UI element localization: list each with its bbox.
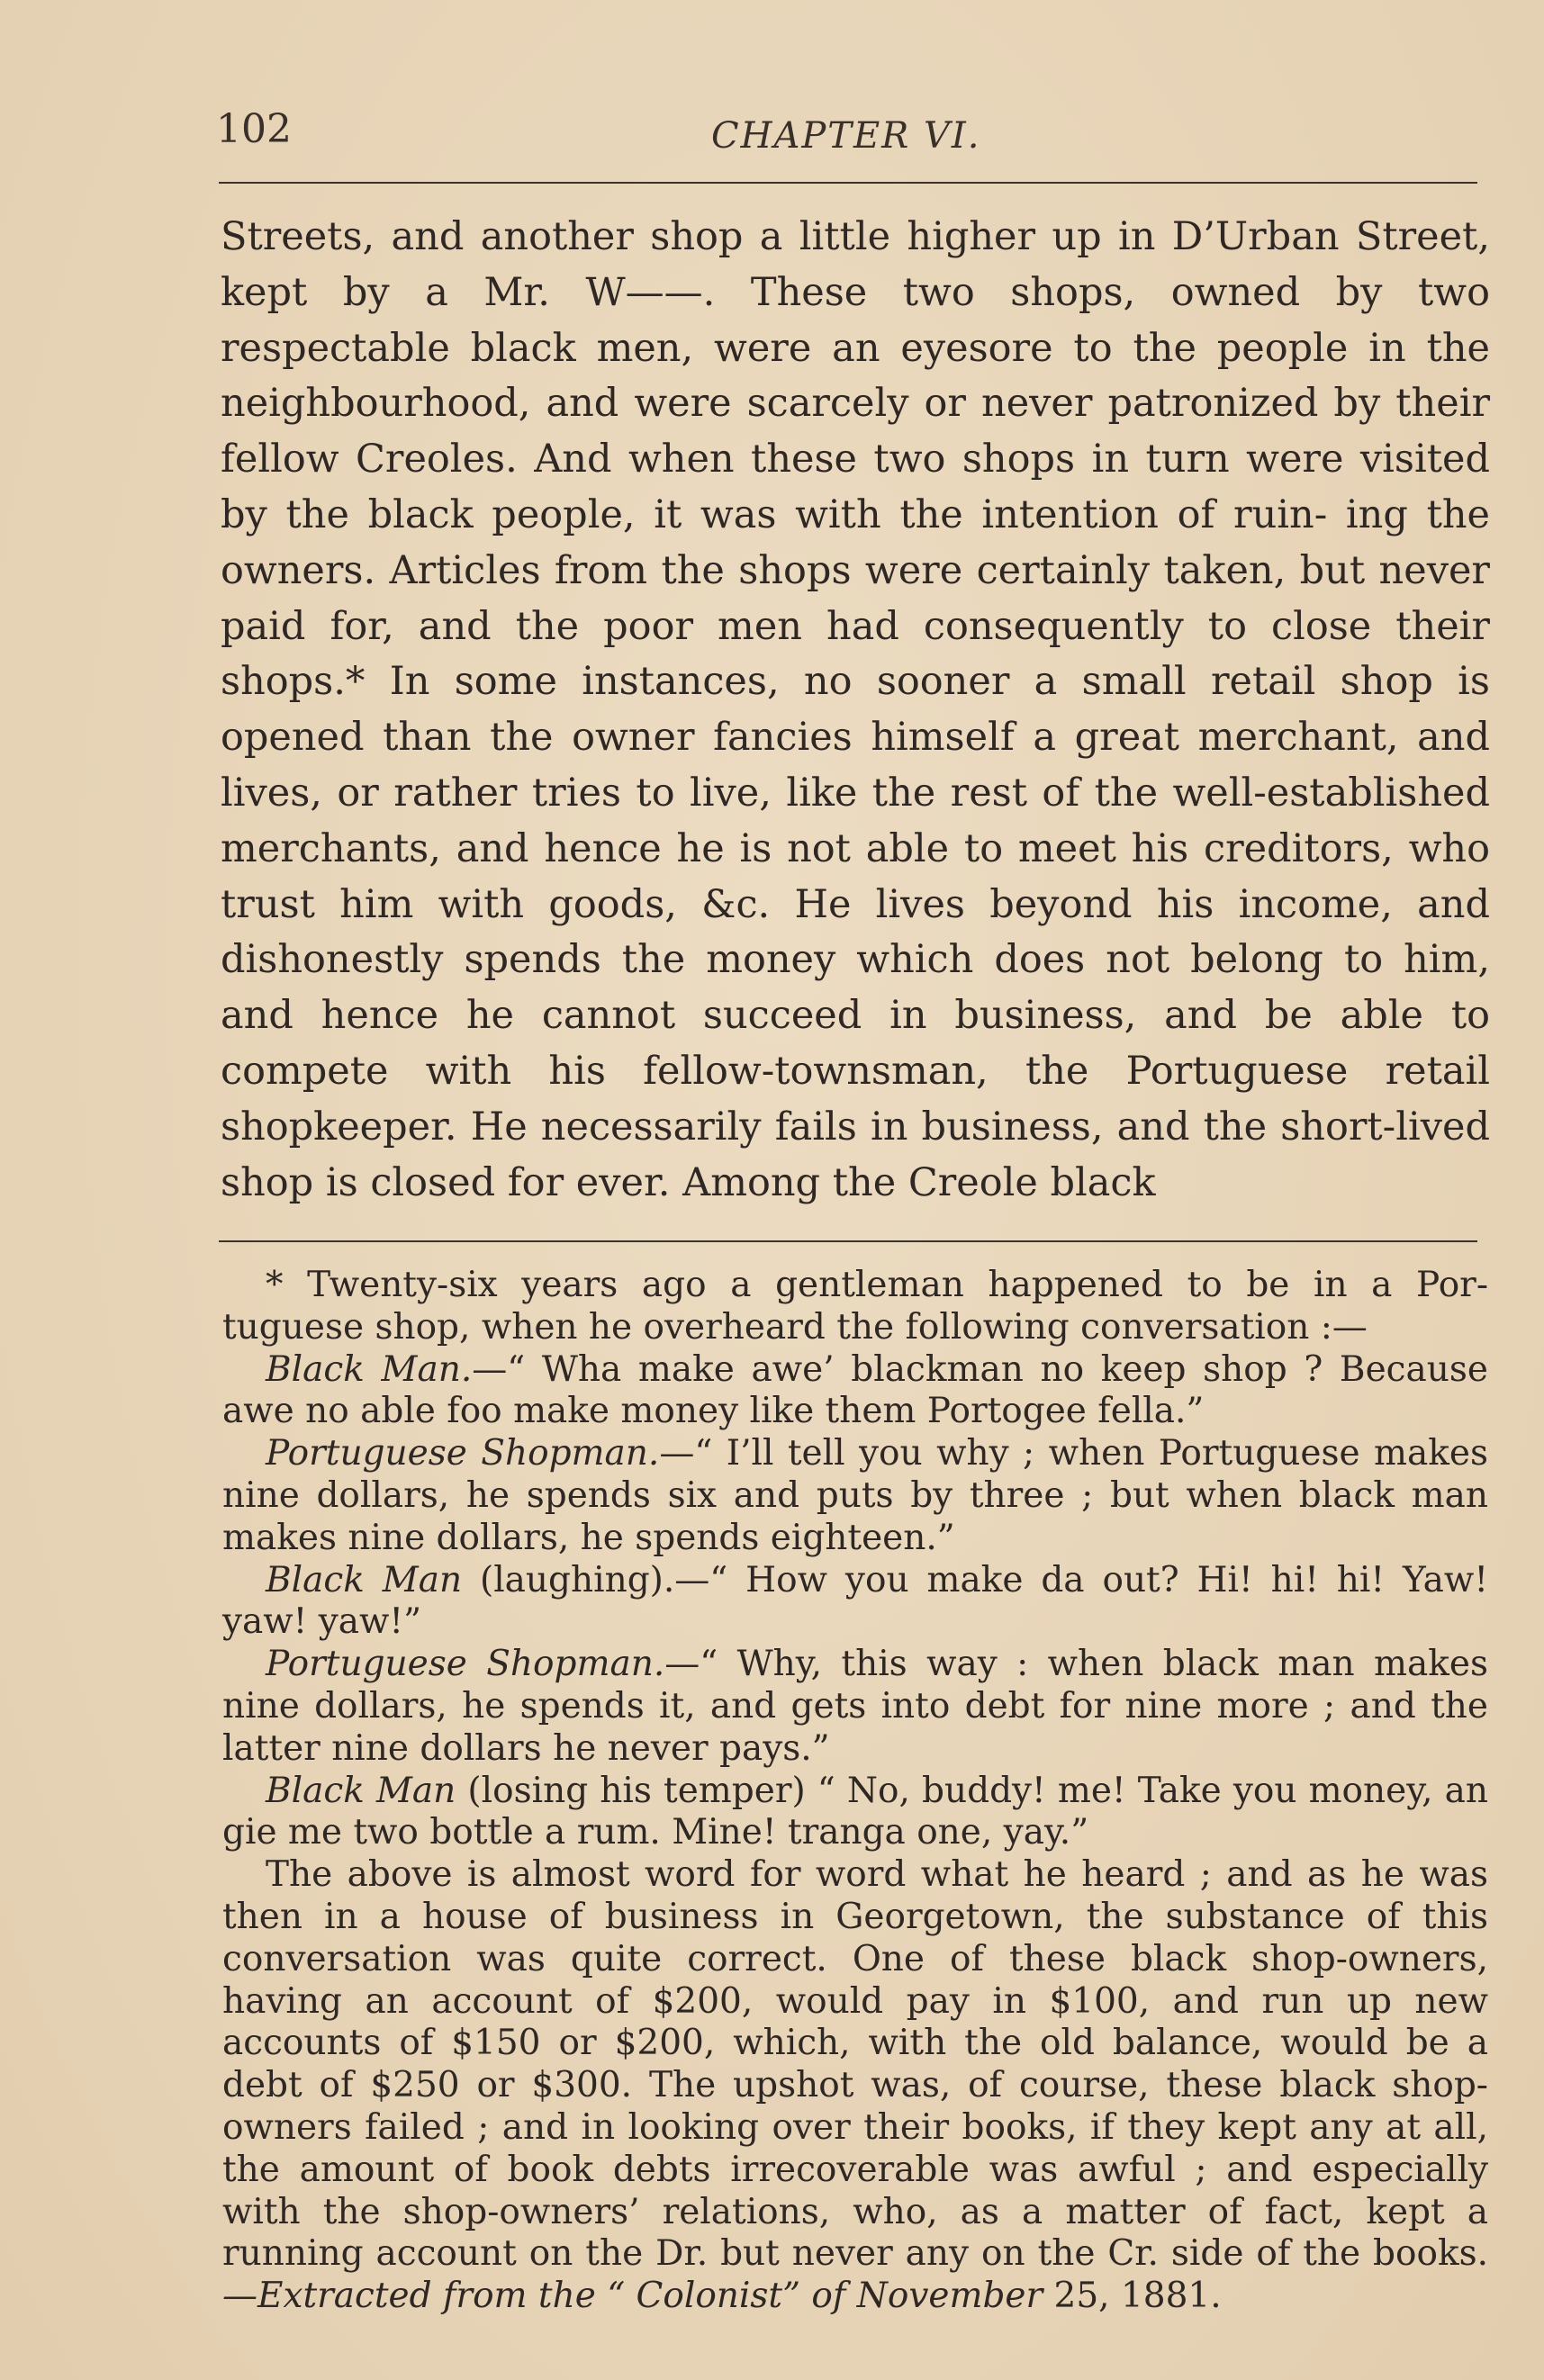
speaker-name: Portuguese Shopman. <box>266 1644 665 1685</box>
source-prefix: —Extracted from the “ <box>222 2276 637 2317</box>
dialogue-text: (laughing).—“ How you make da out? Hi! hi! hi! Yaw! yaw! yaw!” <box>222 1559 1488 1643</box>
dialogue-line <box>222 1560 1488 1645</box>
speaker-name: Portuguese Shopman. <box>266 1433 660 1474</box>
source-suffix: ” of November <box>782 2276 1043 2317</box>
dialogue-text: —“ I’ll tell you why ; when Portuguese makes nine dollars, he spends six and puts by three ; but when black man makes nine dollars, he spends eighteen.” <box>222 1433 1488 1558</box>
body-paragraph: Streets, and another shop a little higher up in D’Urban Street, kept by a Mr. W——. These two shops, owned by two respectable black men, were an eyesore to the people in the neighbourhood, and were scarcely or never patronized by their fellow Creoles. And when these two shops in turn were visited by the black people, it was with the intention of ruin- ing the owners. Articles from the shops were certainly taken, but never paid for, and the poor men had consequently to close their shops.* In some instances, no sooner a small retail shop is opened than the owner fancies himself a great merchant, and lives, or rather tries to live, like the rest of the well-established merchants, and hence he is not able to meet his creditors, who trust him with goods, &c. He lives beyond his income, and dishonestly spends the money which does not belong to him, and hence he cannot succeed in business, and be able to compete with his fellow-townsman, the Portuguese retail shopkeeper. He necessarily fails in business, and the short-lived shop is closed for ever. Among the Creole black <box>221 214 1490 1205</box>
closing-text: The above is almost word for word what he heard ; and as he was then in a house of business in Georgetown, the substance of this conversation was quite correct. One of these black shop-owners, having an account of $200, would pay in $100, and run up new accounts of $150 or $200, which, with the old balance, would be a debt of $250 or $300. The upshot was, of course, these black shop-owners failed ; and in looking over their books, if they kept any at all, the amount of book debts irrecoverable was awful ; and especially with the shop-owners’ relations, who, as a matter of fact, kept a running account on the Dr. but never any on the Cr. side of the books. <box>222 1854 1488 2275</box>
running-head: CHAPTER VI. <box>711 115 981 157</box>
dialogue-line <box>222 1349 1488 1434</box>
dialogue-text: —“ Wha make awe’ blackman no keep shop ? Because awe no able foo make money like them Portogee fella.” <box>222 1348 1488 1432</box>
dialogue-line <box>222 1433 1488 1559</box>
dialogue-line <box>222 1771 1488 1855</box>
body-text <box>221 210 1490 1211</box>
header-rule <box>219 182 1477 184</box>
page-header <box>216 97 1485 169</box>
footnote-closing <box>222 1854 1488 2318</box>
source-title: Colonist <box>636 2276 783 2317</box>
dialogue-text: —“ Why, this way : when black man makes nine dollars, he spends it, and gets into debt for nine more ; and the latter nine dollars he never pays.” <box>222 1644 1488 1769</box>
dialogue-text: (losing his temper) “ No, buddy! me! Take you money, an gie me two bottle a rum. Mine! tranga one, yay.” <box>222 1770 1488 1853</box>
footnote <box>222 1265 1488 2318</box>
speaker-name: Black Man <box>266 1559 463 1600</box>
speaker-name: Black Man <box>266 1770 456 1811</box>
footnote-intro: * Twenty-six years ago a gentleman happened to be in a Por- tuguese shop, when he overheard the following conversation :— <box>222 1265 1488 1348</box>
page-number: 102 <box>216 106 292 152</box>
speaker-name: Black Man. <box>266 1348 473 1390</box>
footnote-rule <box>219 1240 1477 1242</box>
dialogue-line <box>222 1644 1488 1770</box>
source-date: 25, 1881. <box>1043 2276 1222 2317</box>
